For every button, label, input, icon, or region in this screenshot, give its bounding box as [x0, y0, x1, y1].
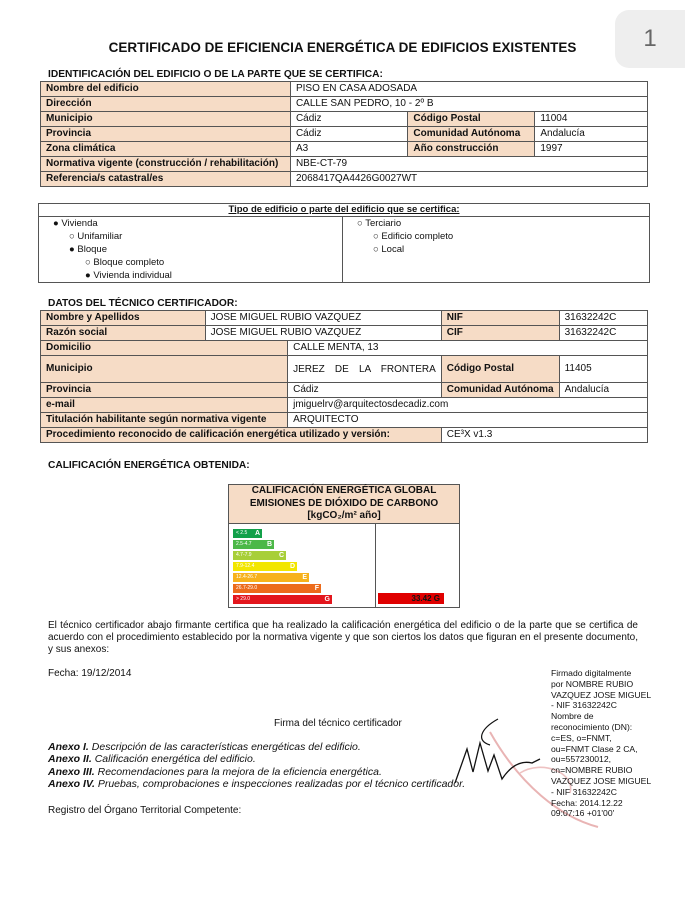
year-label: Año construcción — [408, 142, 535, 157]
tech-address-value: CALLE MENTA, 13 — [288, 341, 648, 356]
digsig-line: VAZQUEZ JOSE MIGUEL — [551, 689, 652, 700]
cadastral-value: 2068417QA4426G0027WT — [290, 172, 647, 187]
rating-bar-letter: D — [289, 563, 295, 570]
cif-label: CIF — [441, 326, 559, 341]
option-unifamiliar: ○ Unifamiliar — [69, 231, 123, 242]
community-label: Comunidad Autónoma — [408, 127, 535, 142]
nif-value: 31632242C — [559, 311, 647, 326]
community-value: Andalucía — [535, 127, 648, 142]
option-vivienda: ● Vivienda — [53, 218, 98, 229]
procedure-label: Procedimiento reconocido de calificación energética utilizado y versión: — [41, 428, 442, 443]
regulation-value: NBE-CT-79 — [290, 157, 647, 172]
rating-bar-c — [233, 551, 286, 560]
option-edificio-completo: ○ Edificio completo — [373, 231, 454, 242]
option-vivienda-individual: ● Vivienda individual — [85, 270, 172, 281]
rating-bar-range: 7.9-12.4 — [236, 563, 255, 569]
municipality-label: Municipio — [41, 112, 291, 127]
province-value: Cádiz — [290, 127, 407, 142]
rating-heading: CALIFICACIÓN ENERGÉTICA OBTENIDA: — [48, 460, 250, 471]
address-value: CALLE SAN PEDRO, 10 - 2º B — [290, 97, 647, 112]
registry-label: Registro del Órgano Territorial Competente: — [48, 805, 242, 816]
digsig-line: 09:07:16 +01'00' — [551, 808, 615, 819]
building-type-box — [38, 203, 650, 283]
nif-label: NIF — [441, 311, 559, 326]
filled-bullet-icon: ● — [85, 270, 94, 281]
rating-title-line-1: CALIFICACIÓN ENERGÉTICA GLOBAL — [251, 485, 437, 496]
year-value: 1997 — [535, 142, 648, 157]
annex-2: Anexo II. Calificación energética del edificio. — [48, 753, 256, 765]
document-title: CERTIFICADO DE EFICIENCIA ENERGÉTICA DE EDIFICIOS EXISTENTES — [108, 40, 577, 55]
building-type-heading: Tipo de edificio o parte del edificio que se certifica: — [39, 204, 649, 217]
rating-bar-b — [233, 540, 274, 549]
digsig-line: - NIF 31632242C — [551, 700, 617, 711]
cadastral-label: Referencia/s catastral/es — [41, 172, 291, 187]
filled-bullet-icon: ● — [69, 244, 78, 255]
digsig-line: ou=FNMT Clase 2 CA, — [551, 743, 638, 754]
rating-bar-range: 4.7-7.9 — [236, 552, 252, 558]
digsig-line: ou=557230012, — [551, 754, 611, 765]
digsig-line: Firmado digitalmente — [551, 668, 632, 678]
rating-bar-letter: C — [278, 552, 284, 559]
building-type-left — [39, 217, 343, 282]
rating-box-title — [229, 485, 459, 524]
building-name: PISO EN CASA ADOSADA — [290, 82, 647, 97]
annex-3: Anexo III. Recomendaciones para la mejora de la eficiencia energética. — [48, 766, 382, 778]
digsig-line: c=ES, o=FNMT, — [551, 732, 612, 743]
empty-bullet-icon: ○ — [373, 231, 382, 242]
digsig-line: cn=NOMBRE RUBIO — [551, 765, 633, 776]
tech-address-label: Domicilio — [41, 341, 288, 356]
tech-municipality-label: Municipio — [41, 356, 288, 383]
digsig-line: Fecha: 2014.12.22 — [551, 797, 623, 808]
date: Fecha: 19/12/2014 — [48, 668, 132, 679]
rating-bar-a — [233, 529, 262, 538]
rating-bar-letter: F — [314, 585, 319, 592]
rating-title-line-3: [kgCO₂/m² año] — [307, 510, 381, 521]
rating-bar-range: < 2.5 — [236, 530, 248, 536]
tech-postal-value: 11405 — [559, 356, 647, 383]
tech-province-label: Provincia — [41, 383, 288, 398]
procedure-value: CE³X v1.3 — [441, 428, 647, 443]
cif-value: 31632242C — [559, 326, 647, 341]
digsig-line: por NOMBRE RUBIO — [551, 678, 634, 689]
rating-bar-d — [233, 562, 297, 571]
email-label: e-mail — [41, 398, 288, 413]
climate-label: Zona climática — [41, 142, 291, 157]
rating-bar-letter: A — [254, 530, 260, 537]
identification-table — [40, 81, 648, 187]
tech-name: JOSE MIGUEL RUBIO VAZQUEZ — [205, 311, 441, 326]
filled-bullet-icon: ● — [53, 218, 62, 229]
tech-community-value: Andalucía — [559, 383, 647, 398]
postal-value: 11004 — [535, 112, 648, 127]
rating-bar-range: 26.7-29.0 — [236, 585, 258, 591]
rating-bar-range: 12.4-26.7 — [236, 574, 258, 580]
digsig-line: - NIF 31632242C — [551, 786, 617, 797]
climate-value: A3 — [290, 142, 407, 157]
digsig-line: Nombre de — [551, 711, 594, 722]
empty-bullet-icon: ○ — [373, 244, 382, 255]
company-label: Razón social — [41, 326, 206, 341]
company-value: JOSE MIGUEL RUBIO VAZQUEZ — [205, 326, 441, 341]
signature-label: Firma del técnico certificador — [274, 718, 402, 729]
email-value: jmiguelrv@arquitectosdecadiz.com — [288, 398, 648, 413]
rating-bar-f — [233, 584, 321, 593]
rating-bar-range: 2.5-4.7 — [236, 541, 252, 547]
rating-box — [228, 484, 460, 608]
regulation-label: Normativa vigente (construcción / rehabilitación) — [41, 157, 291, 172]
municipality-value: Cádiz — [290, 112, 407, 127]
empty-bullet-icon: ○ — [85, 257, 94, 268]
option-bloque-completo: ○ Bloque completo — [85, 257, 165, 268]
option-local: ○ Local — [373, 244, 405, 255]
rating-bar-letter: E — [302, 574, 307, 581]
postal-label: Código Postal — [408, 112, 535, 127]
rating-scale — [229, 524, 376, 607]
rating-result: 33.42 G — [378, 593, 444, 604]
empty-bullet-icon: ○ — [69, 231, 78, 242]
province-label: Provincia — [41, 127, 291, 142]
option-bloque: ● Bloque — [69, 244, 107, 255]
declaration-text: El técnico certificador abajo firmante certifica que ha realizado la calificación energética del edificio o de la parte que se certifica de acuerdo con el procedimiento establecido por la normativa vigente y que son ciertos los datos que figuran en el presente documento, y sus anexos: — [48, 620, 638, 655]
building-name-label: Nombre del edificio — [41, 82, 291, 97]
rating-bar-letter: G — [324, 596, 330, 603]
rating-bar-e — [233, 573, 309, 582]
degree-label: Titulación habilitante según normativa vigente — [41, 413, 288, 428]
tech-community-label: Comunidad Autónoma — [441, 383, 559, 398]
tech-municipality-value: JEREZ DE LA FRONTERA — [288, 356, 442, 383]
rating-title-line-2: EMISIONES DE DIÓXIDO DE CARBONO — [249, 497, 439, 509]
digsig-line: VAZQUEZ JOSE MIGUEL — [551, 775, 652, 786]
building-type-right — [343, 217, 649, 282]
empty-bullet-icon: ○ — [357, 218, 366, 229]
degree-value: ARQUITECTO — [288, 413, 648, 428]
address-label: Dirección — [41, 97, 291, 112]
tech-postal-label: Código Postal — [441, 356, 559, 383]
digital-signature-block — [551, 668, 661, 819]
rating-bar-g — [233, 595, 332, 604]
annex-4: Anexo IV. Pruebas, comprobaciones e inspecciones realizadas por el técnico certificador. — [48, 778, 466, 790]
tech-province-value: Cádiz — [288, 383, 442, 398]
page-number: 1 — [615, 10, 685, 68]
technician-table — [40, 310, 648, 443]
rating-bar-range: > 29.0 — [236, 596, 251, 602]
identification-heading: IDENTIFICACIÓN DEL EDIFICIO O DE LA PARTE QUE SE CERTIFICA: — [48, 69, 383, 80]
rating-bar-letter: B — [266, 541, 272, 548]
annex-1: Anexo I. Descripción de las características energéticas del edificio. — [48, 741, 361, 753]
tech-name-label: Nombre y Apellidos — [41, 311, 206, 326]
option-terciario: ○ Terciario — [357, 218, 402, 229]
digsig-line: reconocimiento (DN): — [551, 721, 633, 732]
technician-heading: DATOS DEL TÉCNICO CERTIFICADOR: — [48, 298, 238, 309]
